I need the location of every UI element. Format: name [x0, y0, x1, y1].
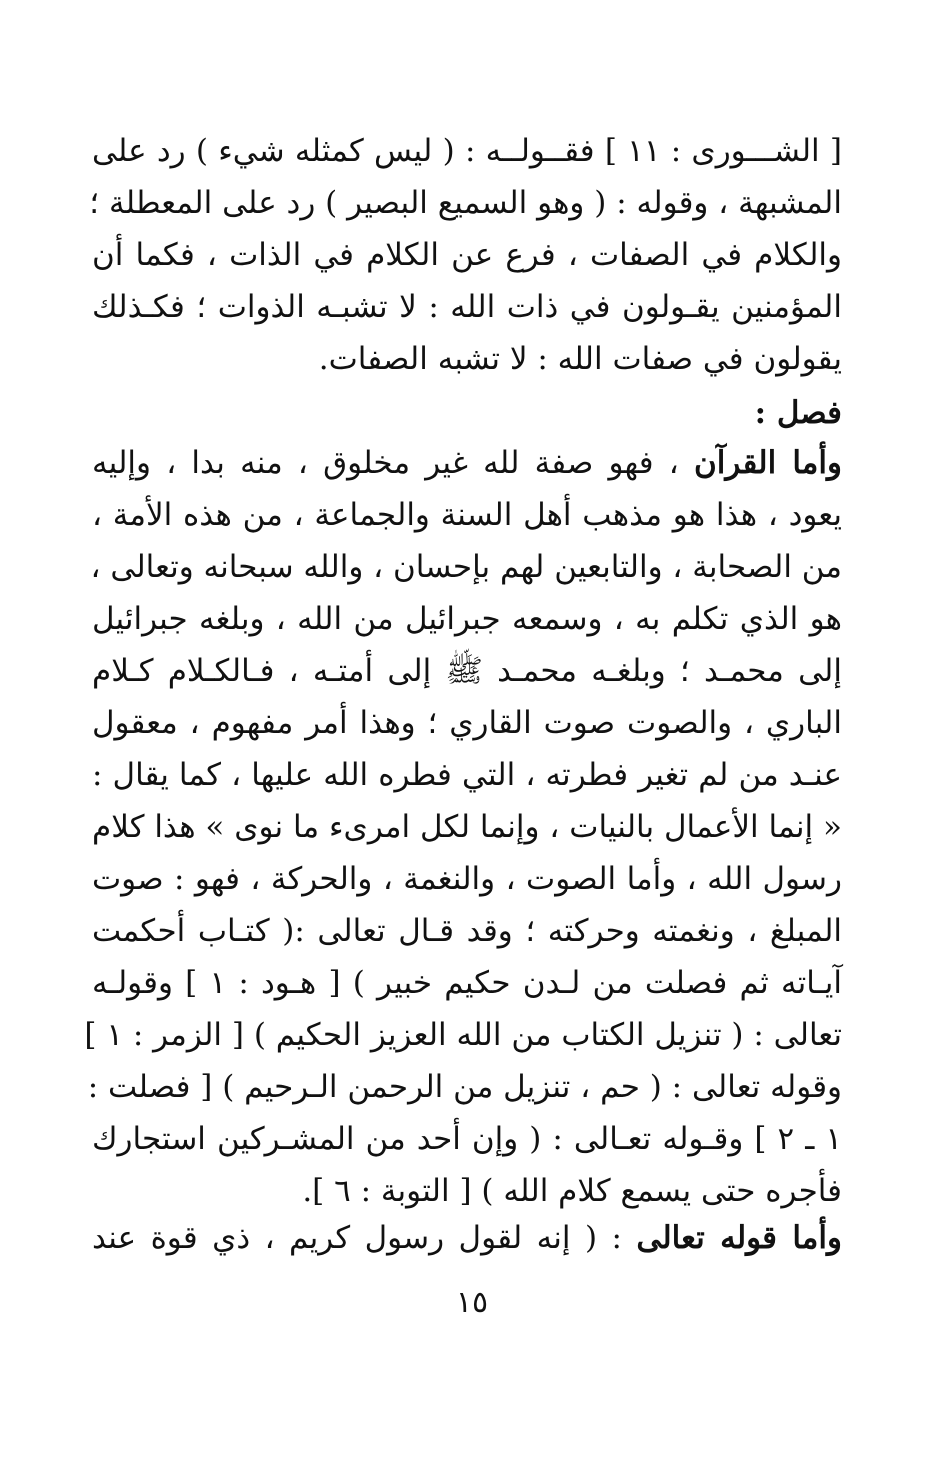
paragraph-lead: وأما قوله تعالى — [636, 1220, 842, 1256]
text-line: من الصحابة ، والتابعين لهم بإحسان ، والله سبحانه وتعالى ، — [90, 549, 842, 585]
text-line: والكلام في الصفات ، فرع عن الكلام في الذات ، فكما أن — [92, 237, 842, 273]
text-line: إلى محمـد ؛ وبلغـه محمـد ﷺ إلى أمتـه ، فـالكـلام كـلام — [92, 653, 842, 689]
text-line: آيـاته ثم فصلت من لـدن حكيم خبير ) [ هـود : ١ ] وقولـه — [92, 965, 842, 1001]
text-line: عنـد من لم تغير فطرته ، التي فطره الله عليها ، كما يقال : — [92, 757, 842, 793]
page-number: ١٥ — [455, 1285, 489, 1320]
paragraph-lead: وأما القرآن — [694, 445, 842, 481]
line-continuation: ، فهو صفة لله غير مخلوق ، منه بدا ، وإليه — [92, 445, 694, 481]
text-line: الباري ، والصوت صوت القاري ؛ وهذا أمر مفهوم ، معقول — [92, 705, 842, 741]
text-line: تعالى : ( تنزيل الكتاب من الله العزيز الحكيم ) [ الزمر : ١ ] — [84, 1017, 842, 1053]
line-continuation: : ( إنه لقول رسول كريم ، ذي قوة عند — [92, 1220, 637, 1256]
text-line: رسول الله ، وأما الصوت ، والنغمة ، والحركة ، فهو : صوت — [92, 861, 842, 897]
text-line: وقوله تعالى : ( حم ، تنزيل من الرحمن الـرحيم ) [ فصلت : — [87, 1069, 842, 1105]
text-line: المبلغ ، ونغمته وحركته ؛ وقد قـال تعالى :( كتـاب أحكمت — [92, 913, 842, 949]
paragraph-2 — [84, 437, 842, 1217]
text-line: [ الشـــورى : ١١ ] فقــولــه : ( ليس كمثله شيء ) رد على — [92, 133, 842, 169]
paragraph-3 — [92, 1212, 842, 1264]
text-line: ١ ـ ٢ ] وقـوله تعـالى : ( وإن أحد من المشـركين استجارك — [92, 1121, 842, 1157]
text-line: هو الذي تكلم به ، وسمعه جبرائيل من الله ، وبلغه جبرائيل — [92, 601, 842, 637]
text-line: المشبهة ، وقوله : ( وهو السميع البصير ) رد على المعطلة ؛ — [89, 185, 842, 221]
text-line: « إنما الأعمال بالنيات ، وإنما لكل امرىء ما نوى » هذا كلام — [92, 809, 842, 845]
text-line — [92, 437, 842, 489]
text-line: يقولون في صفات الله : لا تشبه الصفات. — [318, 341, 842, 377]
text-line: يعود ، هذا هو مذهب أهل السنة والجماعة ، من هذه الأمة ، — [92, 497, 842, 533]
text-line: المؤمنين يقـولون في ذات الله : لا تشبـه الذوات ؛ فكـذلك — [92, 289, 842, 325]
section-heading: فصل : — [754, 395, 842, 431]
text-line: فأجره حتى يسمع كلام الله ) [ التوبة : ٦ ]. — [302, 1173, 842, 1209]
text-line — [92, 1212, 842, 1264]
paragraph-1 — [89, 125, 842, 441]
